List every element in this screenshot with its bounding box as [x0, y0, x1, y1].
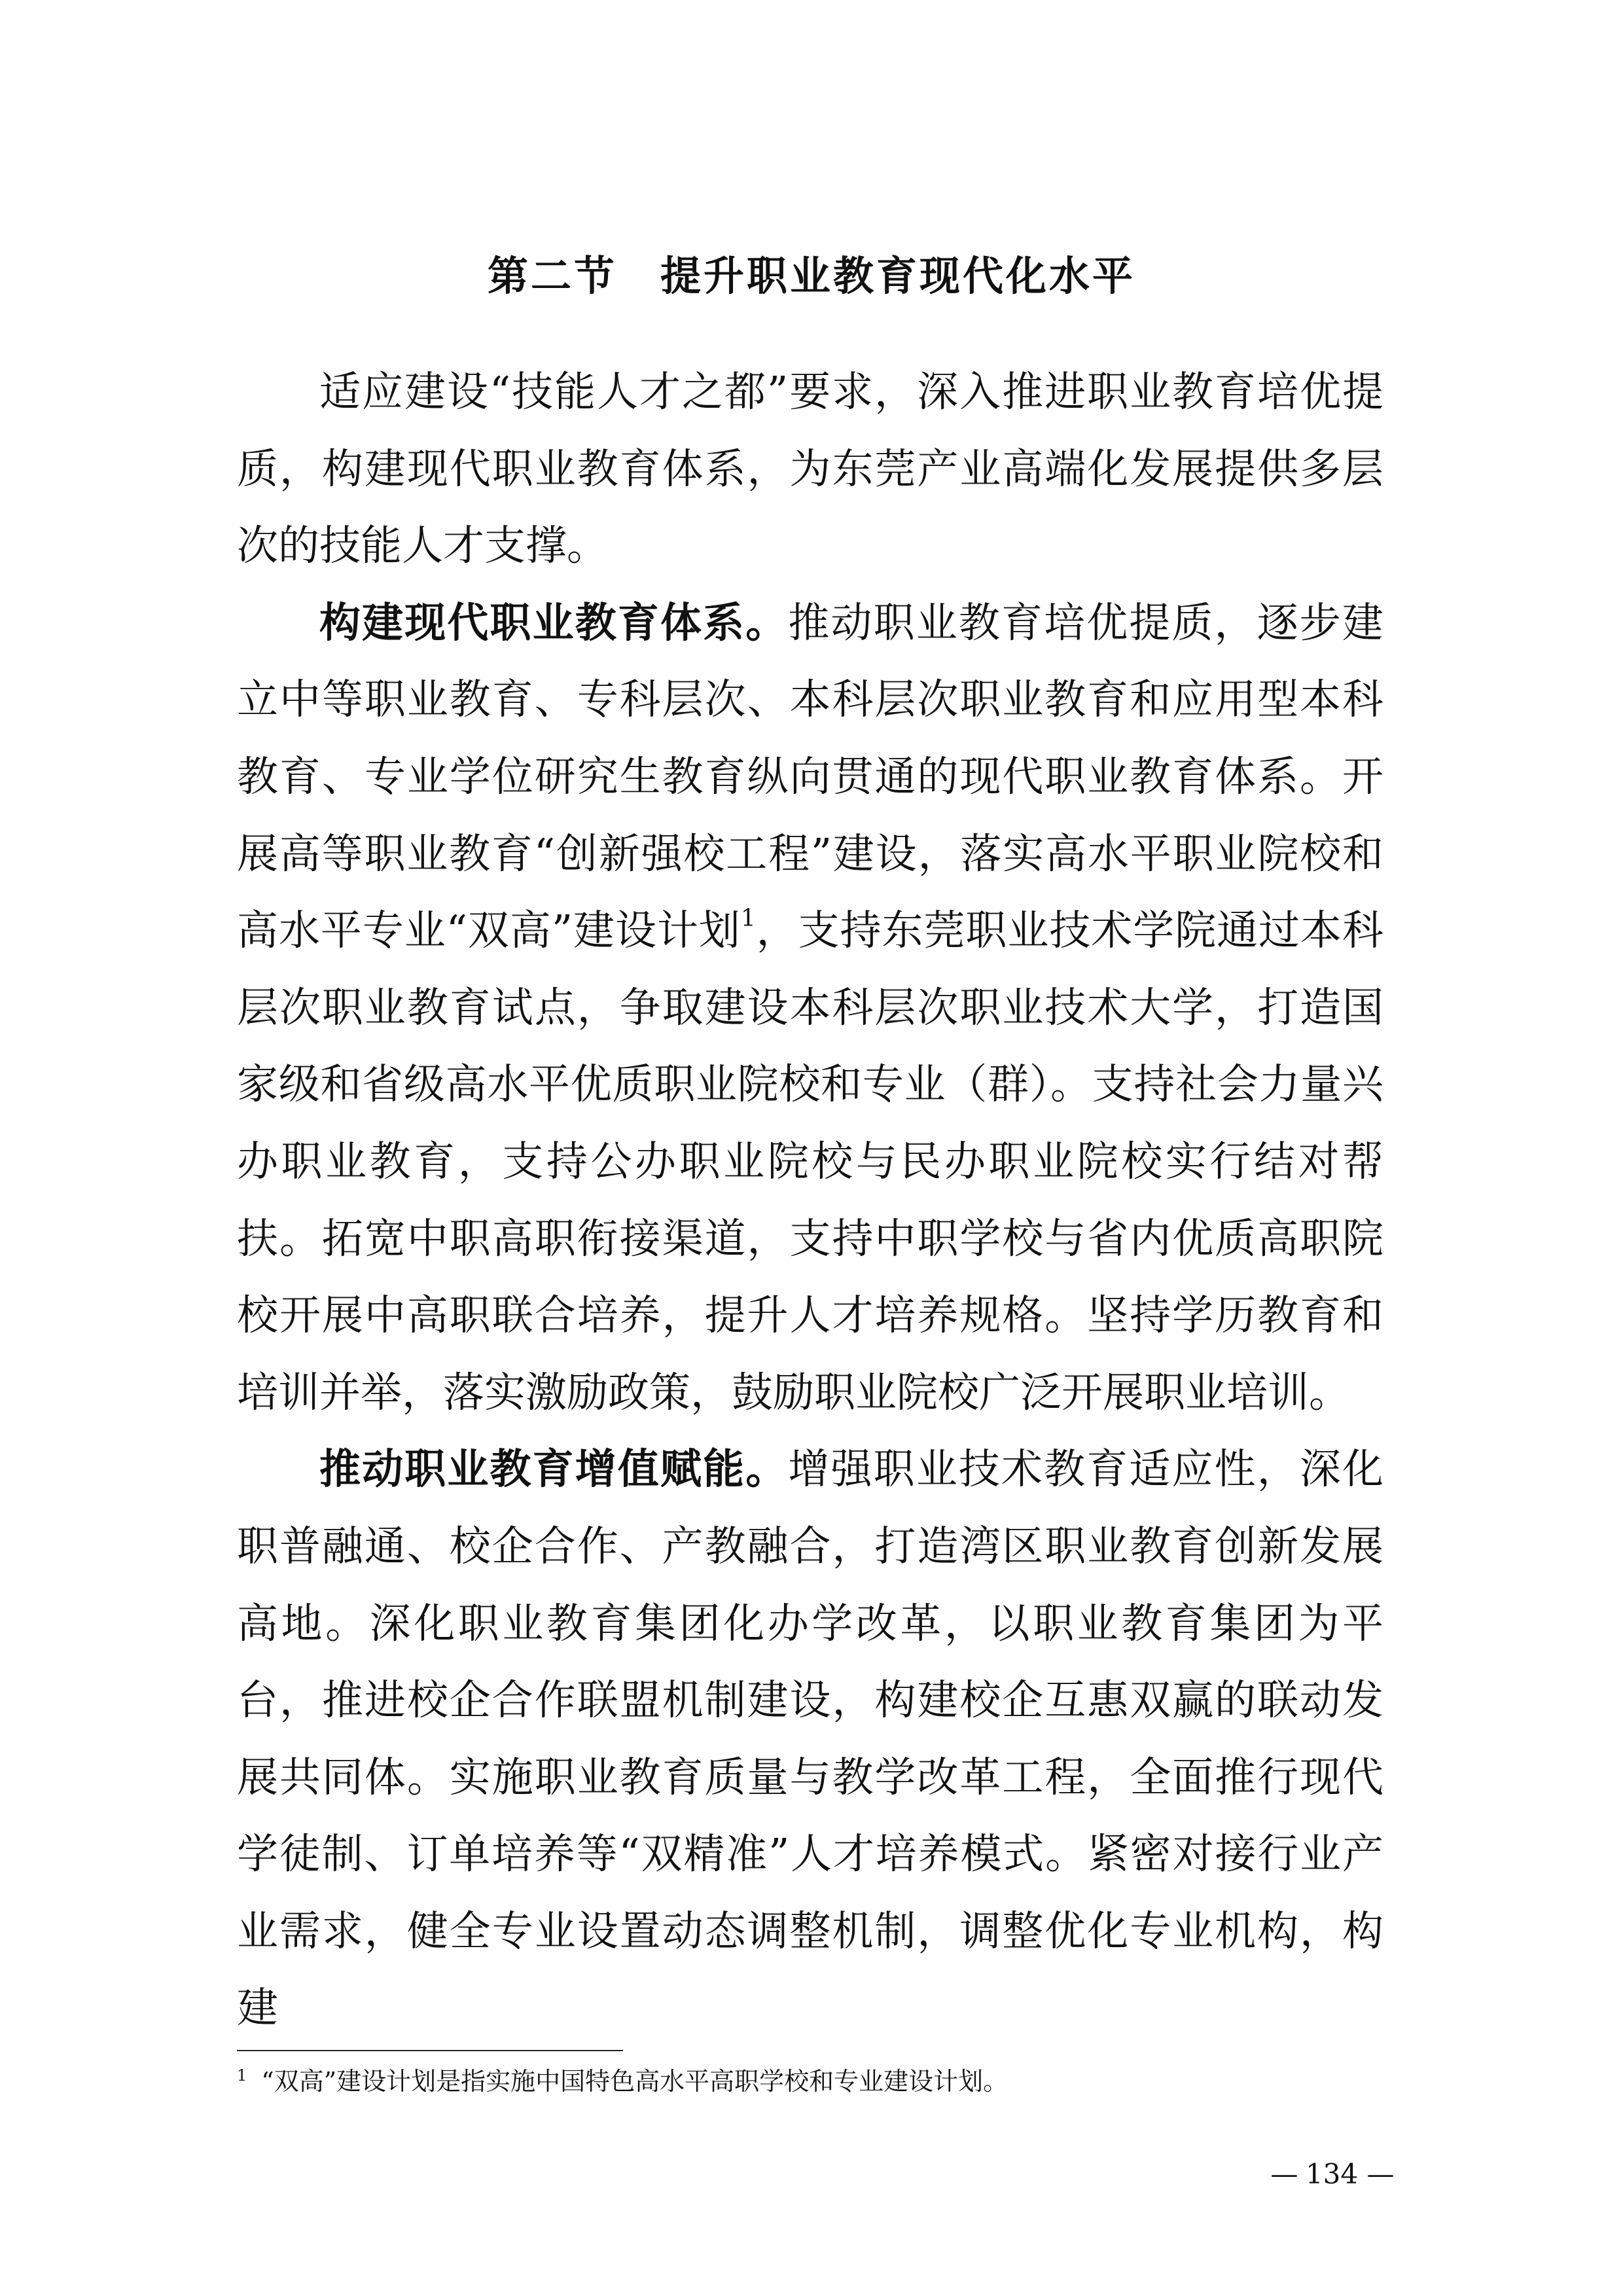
paragraph-lead-heading: 推动职业教育增值赋能。 — [319, 1444, 789, 1494]
page-number-dash-right: — — [1366, 2158, 1395, 2190]
footnote-divider — [237, 2050, 623, 2051]
page-number-value: 134 — [1305, 2158, 1359, 2190]
paragraph-lead-heading: 构建现代职业教育体系。 — [319, 598, 789, 647]
paragraph-text: ，支持东莞职业技术学院通过本科层次职业教育试点，争取建设本科层次职业技术大学，打造国家级和省级高水平优质职业院校和专业（群）。支持社会力量兴办职业教育，支持公办职业院校与民办职业院校实行结对帮扶。拓宽中职高职衔接渠道，支持中职学校与省内优质高职院校开展中高职联合培养，提升人才培养规格。坚持学历教育和培训并举，落实激励政策，鼓励职业院校广泛开展职业培训。 — [237, 906, 1384, 1416]
paragraph-vocational-value-add — [237, 1431, 1383, 2047]
footnote — [237, 2062, 1383, 2101]
footnote-number: 1 — [237, 2066, 247, 2085]
body-text — [237, 353, 1383, 2047]
paragraph-intro: 适应建设“技能人才之都”要求，深入推进职业教育培优提质，构建现代职业教育体系，为东莞产业高端化发展提供多层次的技能人才支撑。 — [237, 368, 1383, 570]
paragraph-text: 推动职业教育培优提质，逐步建立中等职业教育、专科层次、本科层次职业教育和应用型本科教育、专业学位研究生教育纵向贯通的现代职业教育体系。开展高等职业教育“创新强校工程”建设，落实高水平职业院校和高水平专业“双高”建设计划 — [237, 598, 1383, 955]
paragraph-text: 增强职业技术教育适应性，深化职普融通、校企合作、产教融合，打造湾区职业教育创新发展高地。深化职业教育集团化办学改革，以职业教育集团为平台，推进校企合作联盟机制建设，构建校企互惠双赢的联动发展共同体。实施职业教育质量与教学改革工程，全面推行现代学徒制、订单培养等“双精准”人才培养模式。紧密对接行业产业需求，健全专业设置动态调整机制，调整优化专业机构，构建 — [237, 1445, 1383, 2032]
footnote-reference[interactable]: 1 — [740, 905, 756, 933]
footnote-text: “双高”建设计划是指实施中国特色高水平高职学校和专业建设计划。 — [261, 2067, 1008, 2096]
section-title: 第二节 提升职业教育现代化水平 — [487, 252, 1135, 300]
page-number — [1263, 2155, 1400, 2194]
page-number-dash-left: — — [1270, 2158, 1298, 2190]
paragraph-modern-vocational-system — [237, 584, 1383, 1431]
